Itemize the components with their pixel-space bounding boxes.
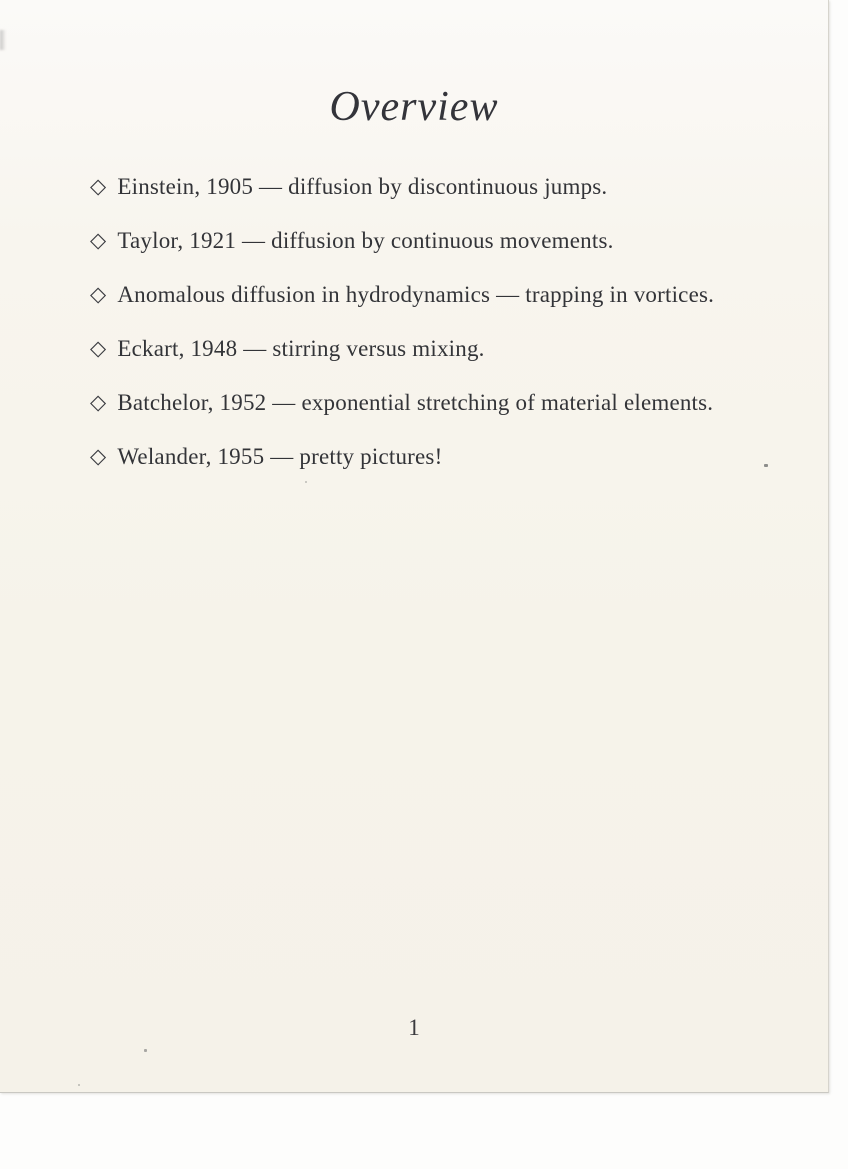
diamond-bullet-icon: ◇: [90, 390, 107, 414]
list-item-text: Anomalous diffusion in hydrodynamics — trapping in vortices.: [117, 282, 715, 307]
scan-speck: [764, 464, 768, 467]
list-item: [90, 226, 798, 256]
list-item-text: Taylor, 1921 — diffusion by continuous movements.: [117, 228, 614, 253]
list-item: [90, 334, 798, 364]
diamond-bullet-icon: ◇: [90, 336, 107, 360]
diamond-bullet-icon: ◇: [90, 444, 107, 468]
diamond-bullet-icon: ◇: [90, 174, 107, 198]
scan-speck: [78, 1084, 80, 1086]
list-item: [90, 280, 798, 310]
scan-speck: [144, 1049, 147, 1052]
list-item: [90, 388, 798, 418]
diamond-bullet-icon: ◇: [90, 228, 107, 252]
scan-smudge: [0, 30, 6, 50]
diamond-bullet-icon: ◇: [90, 282, 107, 306]
list-item-text: Eckart, 1948 — stirring versus mixing.: [117, 336, 485, 361]
page-number: 1: [408, 1015, 420, 1040]
scan-speck: [305, 481, 307, 483]
list-item-text: Welander, 1955 — pretty pictures!: [117, 444, 443, 469]
page-title: Overview: [329, 84, 499, 130]
list-item: [90, 442, 798, 472]
bullet-list: [90, 172, 798, 496]
list-item-text: Einstein, 1905 — diffusion by discontinuous jumps.: [117, 174, 608, 199]
list-item: [90, 172, 798, 202]
list-item-text: Batchelor, 1952 — exponential stretching of material elements.: [117, 390, 714, 415]
